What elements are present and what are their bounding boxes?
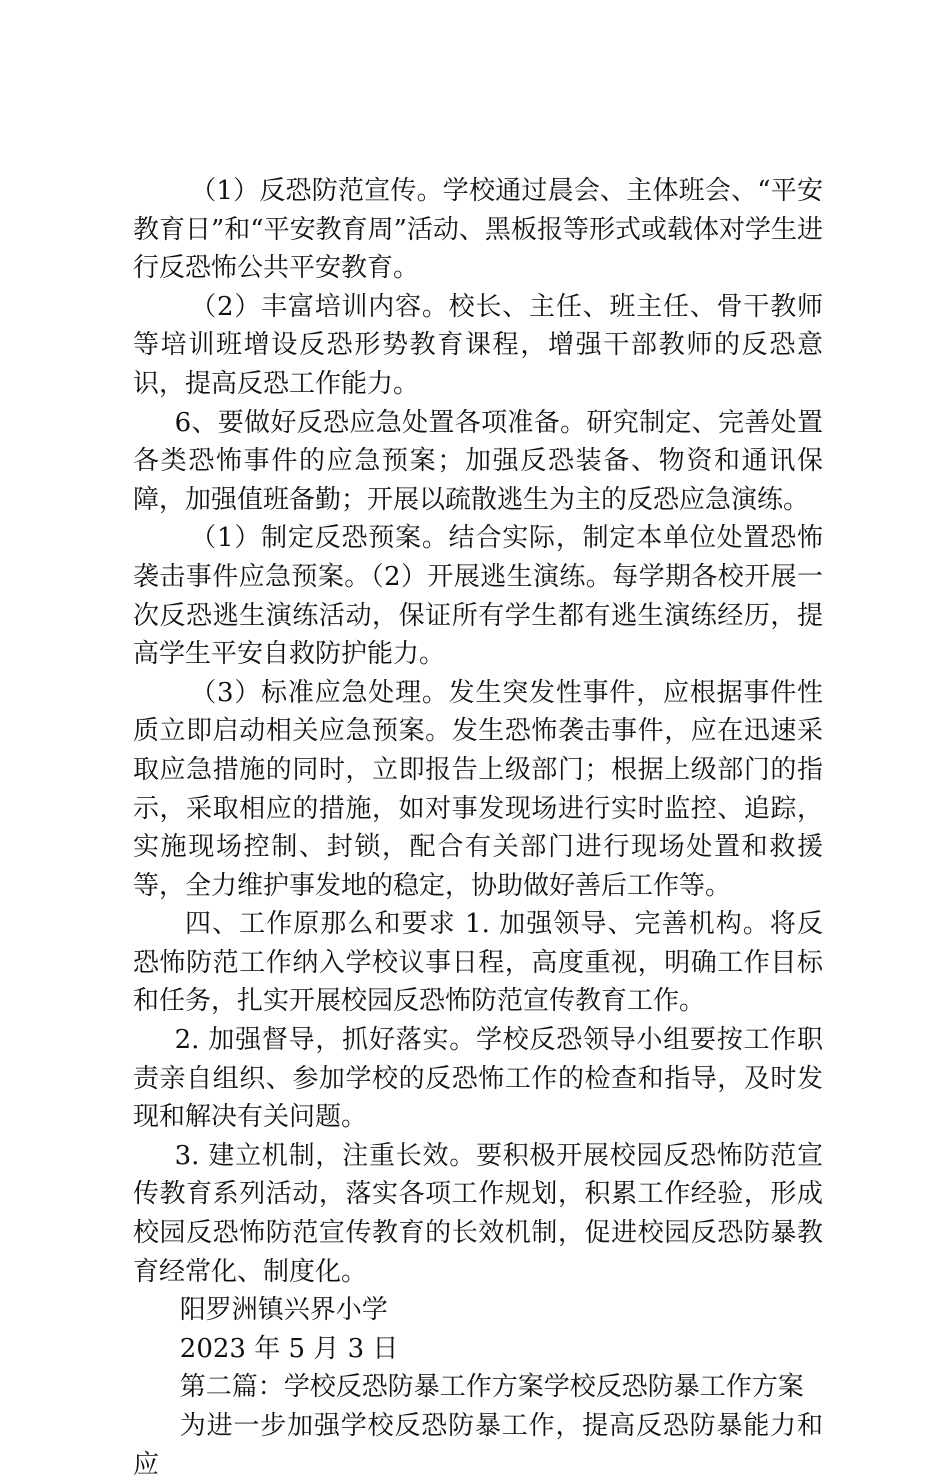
paragraph-anti-terror-publicity: （1）反恐防范宣传。学校通过晨会、主体班会、“平安教育日”和“平安教育周”活动、黑板报等形式或载体对学生进行反恐怖公共平安教育。 — [133, 176, 823, 284]
paragraph-training-content: （2）丰富培训内容。校长、主任、班主任、骨干教师等培训班增设反恐形势教育课程，增强干部教师的反恐意识，提高反恐工作能力。 — [133, 291, 823, 399]
document-body — [133, 172, 823, 1484]
paragraph-plan-and-drill: （1）制定反恐预案。结合实际，制定本单位处置恐怖袭击事件应急预案。（2）开展逃生演练。每学期各校开展一次反恐逃生演练活动，保证所有学生都有逃生演练经历，提高学生平安自救防护能力。 — [133, 523, 823, 670]
signature-school-name: 阳罗洲镇兴界小学 — [179, 1295, 388, 1326]
paragraph-supervision: 2. 加强督导，抓好落实。学校反恐领导小组要按工作职责亲自组织、参加学校的反恐怖工作的检查和指导，及时发现和解决有关问题。 — [133, 1025, 823, 1133]
paragraph-emergency-preparation: 6、要做好反恐应急处置各项准备。研究制定、完善处置各类恐怖事件的应急预案；加强反恐装备、物资和通讯保障，加强值班备勤；开展以疏散逃生为主的反恐应急演练。 — [133, 407, 823, 515]
paragraph-part-two-intro: 为进一步加强学校反恐防暴工作，提高反恐防暴能力和应 — [133, 1411, 823, 1480]
section-heading-part-two: 第二篇：学校反恐防暴工作方案学校反恐防暴工作方案 — [179, 1372, 804, 1403]
paragraph-principles-leadership: 四、工作原那么和要求 1. 加强领导、完善机构。将反恐怖防范工作纳入学校议事日程，高度重视，明确工作目标和任务，扎实开展校园反恐怖防范宣传教育工作。 — [133, 909, 823, 1017]
signature-date: 2023 年 5 月 3 日 — [179, 1333, 399, 1364]
paragraph-mechanism: 3. 建立机制，注重长效。要积极开展校园反恐怖防范宣传教育系列活动，落实各项工作规划，积累工作经验，形成校园反恐怖防范宣传教育的长效机制，促进校园反恐防暴教育经常化、制度化。 — [133, 1140, 823, 1287]
paragraph-emergency-handling: （3）标准应急处理。发生突发性事件，应根据事件性质立即启动相关应急预案。发生恐怖袭击事件，应在迅速采取应急措施的同时，立即报告上级部门；根据上级部门的指示，采取相应的措施，如对事发现场进行实时监控、追踪，实施现场控制、封锁，配合有关部门进行现场处置和救援等，全力维护事发地的稳定，协助做好善后工作等。 — [133, 677, 823, 901]
